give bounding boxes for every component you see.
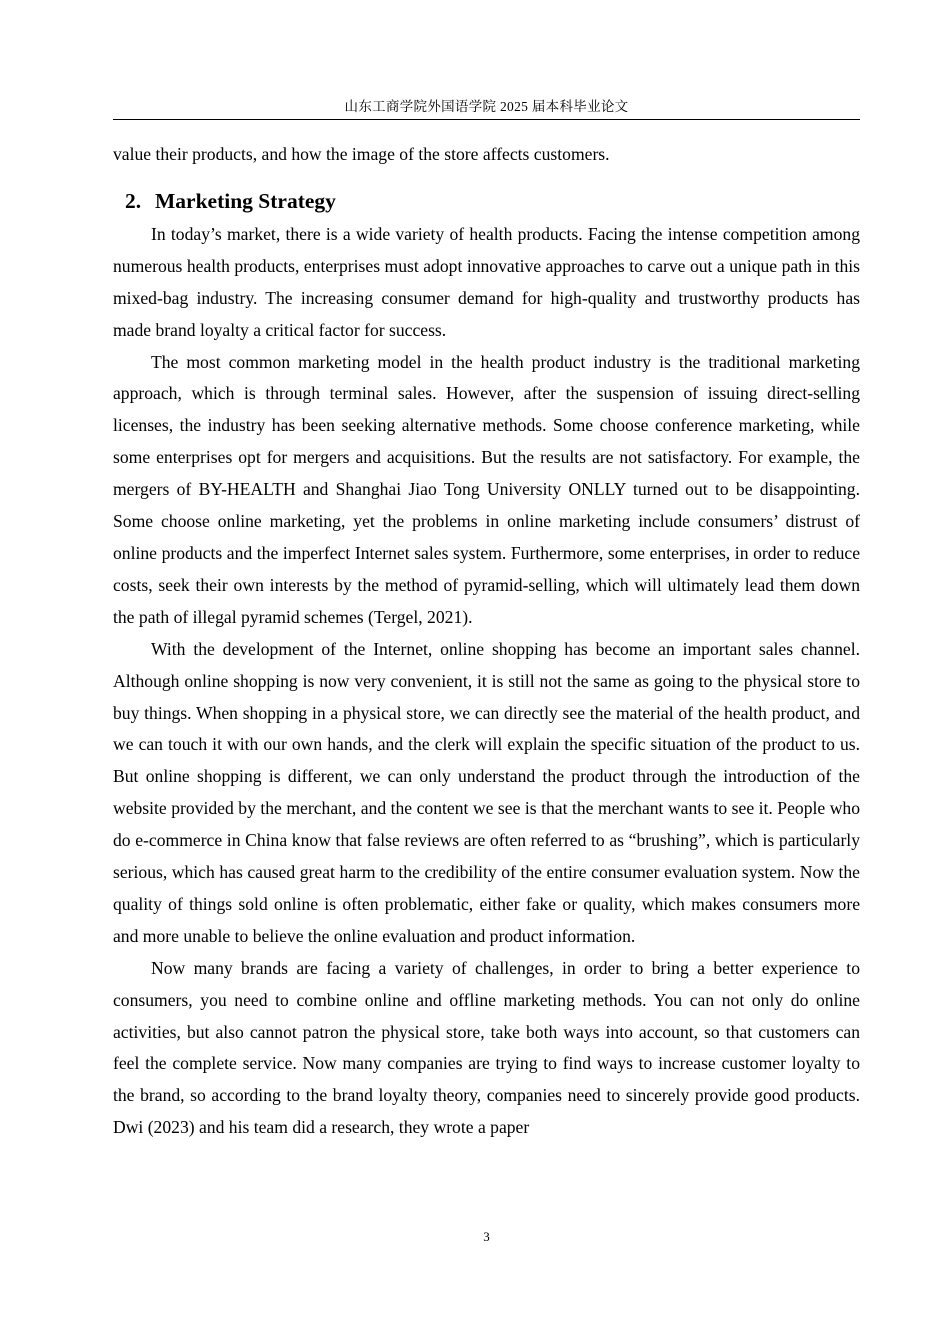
body-paragraph: In today’s market, there is a wide variety of health products. Facing the intense competition among numerous health products, enterprises must adopt innovative approaches to carve out a unique path in this mixed-bag industry. The increasing consumer demand for high-quality and trustworthy products has made brand loyalty a critical factor for success. bbox=[113, 223, 860, 340]
continued-paragraph: value their products, and how the image of the store affects customers. bbox=[113, 144, 610, 164]
section-heading bbox=[125, 183, 860, 219]
page-body bbox=[113, 139, 860, 1144]
section-number: 2. bbox=[125, 188, 142, 213]
section-title: Marketing Strategy bbox=[155, 188, 336, 213]
header-rule bbox=[113, 119, 860, 120]
running-header: 山东工商学院外国语学院 2025 届本科毕业论文 bbox=[344, 99, 629, 114]
body-paragraph: With the development of the Internet, online shopping has become an important sales channel. Although online shopping is now very convenient, it is still not the same as going to the physical store to buy things. When shopping in a physical store, we can directly see the material of the health product, and we can touch it with our own hands, and the clerk will explain the specific situation of the product to us. But online shopping is different, we can only understand the product through the introduction of the website provided by the merchant, and the content we see is that the merchant wants to see it. People who do e-commerce in China know that false reviews are often referred to as “brushing”, which is particularly serious, which has caused great harm to the credibility of the entire consumer evaluation system. Now the quality of things sold online is often problematic, either fake or quality, which makes consumers more and more unable to believe the online evaluation and product information. bbox=[113, 638, 860, 946]
page-number: 3 bbox=[483, 1229, 490, 1244]
body-paragraph: The most common marketing model in the health product industry is the traditional marketing approach, which is through terminal sales. However, after the suspension of issuing direct-selling licenses, the industry has been seeking alternative methods. Some choose conference marketing, while some enterprises opt for mergers and acquisitions. But the results are not satisfactory. For example, the mergers of BY-HEALTH and Shanghai Jiao Tong University ONLLY turned out to be disappointing. Some choose online marketing, yet the problems in online marketing include consumers’ distrust of online products and the imperfect Internet sales system. Furthermore, some enterprises, in order to reduce costs, seek their own interests by the method of pyramid-selling, which will ultimately lead them down the path of illegal pyramid schemes (Tergel, 2021). bbox=[113, 351, 860, 627]
body-paragraph: Now many brands are facing a variety of challenges, in order to bring a better experience to consumers, you need to combine online and offline marketing methods. You can not only do online activities, but also cannot patron the physical store, take both ways into account, so that customers can feel the complete service. Now many companies are trying to find ways to increase customer loyalty to the brand, so according to the brand loyalty theory, companies need to sincerely provide good products. Dwi (2023) and his team did a research, they wrote a paper bbox=[113, 957, 860, 1138]
